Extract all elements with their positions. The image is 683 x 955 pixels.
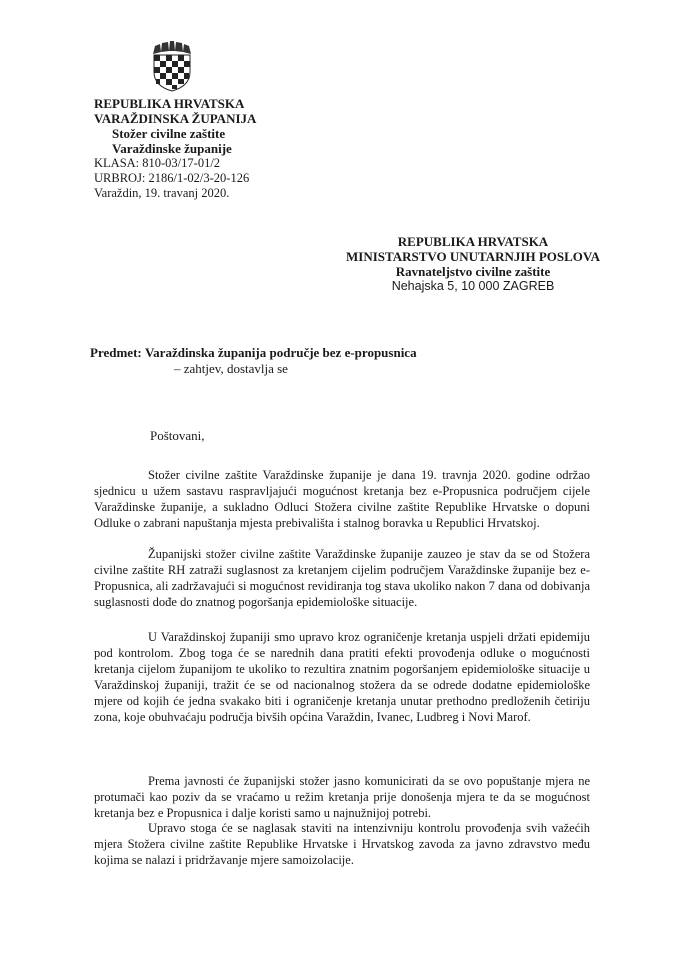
recipient-directorate: Ravnateljstvo civilne zaštite <box>395 264 551 279</box>
sender-office-line2: Varaždinske županije <box>112 141 232 156</box>
body-paragraph: Županijski stožer civilne zaštite Varaždinske županije zauzeo je stav da se od Stožera civilne zaštite RH zatraži suglasnost za kretanjem cijelim područjem Varaždinske županije bez e-Propusnica, ali zadržavajući si mogućnost revidiranja tog stava ukoliko nakon 7 dana od dobivanja suglasnosti dođe do znatnog pogoršanja epidemiološke situacije. <box>94 547 590 609</box>
sender-county: VARAŽDINSKA ŽUPANIJA <box>94 111 257 126</box>
subject-line2: – zahtjev, dostavlja se <box>174 361 288 376</box>
sender-block <box>94 96 256 201</box>
sender-country: REPUBLIKA HRVATSKA <box>94 96 245 111</box>
croatian-coat-of-arms-icon <box>150 40 194 92</box>
recipient-address: Nehajska 5, 10 000 ZAGREB <box>391 279 555 293</box>
body-paragraph: U Varaždinskoj županiji smo upravo kroz ograničenje kretanja uspjeli držati epidemiju pod kontrolom. Zbog toga će se narednih dana pratiti efekti provođenja odluke o mogućnosti kretanja cijelom županijom te ukoliko to rezultira znatnim pogoršanjem epidemiološke situacije u Varaždinskoj županiji, tražit će se od nacionalnog stožera da se odrede dodatne epidemiološke mjere od kojih će jedna svakako biti i ograničenje kretanja unutar prethodno predloženih četiriju zona, koje obuhvaćaju područja bivših općina Varaždin, Ivanec, Ludbreg i Novi Marof. <box>94 630 590 724</box>
subject-title: Varaždinska županija područje bez e-propusnica <box>144 345 417 360</box>
subject-label: Predmet: <box>90 345 142 360</box>
urbroj-number: URBROJ: 2186/1-02/3-20-126 <box>94 171 250 185</box>
recipient-country: REPUBLIKA HRVATSKA <box>397 234 549 249</box>
subject-block <box>90 345 417 377</box>
recipient-ministry: MINISTARSTVO UNUTARNJIH POSLOVA <box>345 249 600 264</box>
recipient-block <box>338 234 608 294</box>
body-paragraph: Stožer civilne zaštite Varaždinske županije je dana 19. travnja 2020. godine održao sjednicu u užem sastavu raspravljajući mogućnost kretanja bez e-Propusnica područjem cijele Varaždinske županije, a sukladno Odluci Stožera civilne zaštite Republike Hrvatske o dopuni Odluke o zabrani napuštanja mjesta prebivališta i stalnog boravka u Republici Hrvatskoj. <box>94 468 590 530</box>
greeting: Poštovani, <box>150 428 205 443</box>
body-paragraph: Upravo stoga će se naglasak staviti na intenzivniju kontrolu provođenja svih važećih mjera Stožera civilne zaštite Republike Hrvatske i Hrvatskog zavoda za javno zdravstvo među kojima se nalazi i pridržavanje mjere samoizolacije. <box>94 821 590 867</box>
klasa-number: KLASA: 810-03/17-01/2 <box>94 156 221 170</box>
sender-office-line1: Stožer civilne zaštite <box>112 126 226 141</box>
body-paragraph: Prema javnosti će županijski stožer jasno komunicirati da se ovo popuštanje mjera ne protumači kao poziv da se vraćamo u režim kretanja prije donošenja mjera te da se mogućnost kretanja bez e Propusnica i dalje koristi samo u najnužnijoj potrebi. <box>94 774 590 820</box>
place-date: Varaždin, 19. travanj 2020. <box>94 186 230 200</box>
